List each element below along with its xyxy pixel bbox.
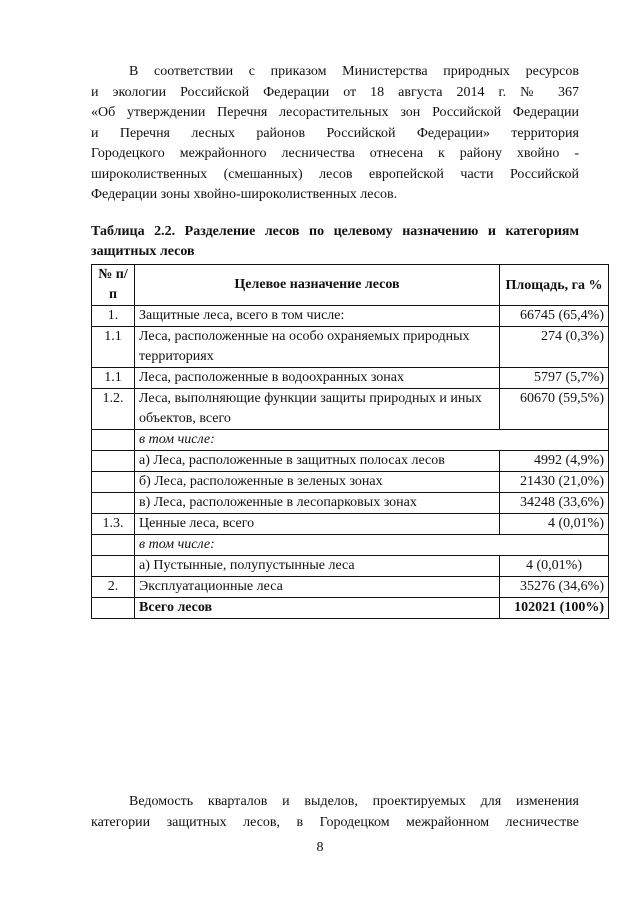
row-purpose: в) Леса, расположенные в лесопарковых зонах [135, 493, 500, 514]
header-num: № п/п [92, 265, 135, 306]
text-line: В соответствии с приказом Министерства природных ресурсов [129, 64, 579, 79]
row-purpose: а) Пустынные, полупустынные леса [135, 556, 500, 577]
row-num: 2. [92, 577, 135, 598]
text-line: Городецкого межрайонного лесничества отнесена к району хвойно - [91, 146, 579, 161]
text-line: Федерации зоны хвойно-широколиственных лесов. [91, 187, 398, 202]
row-purpose: Всего лесов [135, 598, 500, 619]
table-row [92, 556, 609, 577]
row-purpose: б) Леса, расположенные в зеленых зонах [135, 472, 500, 493]
row-area: 21430 (21,0%) [500, 472, 609, 493]
table-row [92, 535, 609, 556]
text-line: и Перечня лесных районов Российской Федерации» территория [91, 125, 579, 141]
forest-purpose-table [91, 264, 609, 619]
row-num: 1.3. [92, 514, 135, 535]
text-line: категории защитных лесов, в Городецком межрайонном лесничестве [91, 814, 579, 830]
row-area: 66745 (65,4%) [500, 306, 609, 327]
table-header-row [92, 265, 609, 306]
table-row [92, 577, 609, 598]
table-row [92, 514, 609, 535]
row-purpose: а) Леса, расположенные в защитных полосах лесов [135, 451, 500, 472]
row-purpose: Леса, расположенные в водоохранных зонах [135, 368, 500, 389]
text-line: Ведомость кварталов и выделов, проектируемых для изменения [129, 794, 579, 809]
row-purpose: Леса, выполняющие функции защиты природных и иных объектов, всего [135, 389, 500, 430]
row-purpose: Эксплуатационные леса [135, 577, 500, 598]
row-num [92, 451, 135, 472]
table-row [92, 327, 609, 368]
intro-paragraph [91, 62, 579, 206]
table-row [92, 493, 609, 514]
row-area: 4992 (4,9%) [500, 451, 609, 472]
row-area: 274 (0,3%) [500, 327, 609, 368]
text-line: широколиственных (смешанных) лесов европейской части Российской [91, 166, 579, 182]
table-row [92, 451, 609, 472]
row-num [92, 472, 135, 493]
row-area: 60670 (59,5%) [500, 389, 609, 430]
page-number: 8 [316, 840, 324, 855]
row-subheading: в том числе: [135, 535, 609, 556]
row-num: 1.1 [92, 327, 135, 368]
row-num: 1. [92, 306, 135, 327]
table-row [92, 389, 609, 430]
table-row [92, 368, 609, 389]
row-purpose: Защитные леса, всего в том числе: [135, 306, 500, 327]
row-num: 1.2. [92, 389, 135, 430]
row-num [92, 493, 135, 514]
row-area: 102021 (100%) [500, 598, 609, 619]
row-num [92, 598, 135, 619]
row-area: 4 (0,01%) [500, 556, 609, 577]
table-caption-line: Таблица 2.2. Разделение лесов по целевому назначению и категориям [91, 224, 579, 239]
row-num [92, 556, 135, 577]
row-area: 4 (0,01%) [500, 514, 609, 535]
row-area: 34248 (33,6%) [500, 493, 609, 514]
row-area: 35276 (34,6%) [500, 577, 609, 598]
row-subheading: в том числе: [135, 430, 609, 451]
table-caption-line: защитных лесов [91, 244, 195, 259]
row-num [92, 430, 135, 451]
row-num: 1.1 [92, 368, 135, 389]
table-row [92, 306, 609, 327]
text-line: «Об утверждении Перечня лесорастительных зон Российской Федерации [91, 105, 579, 120]
row-area: 5797 (5,7%) [500, 368, 609, 389]
row-purpose: Ценные леса, всего [135, 514, 500, 535]
outro-paragraph [91, 792, 579, 833]
table-row [92, 430, 609, 451]
table-caption [91, 222, 579, 262]
header-purpose: Целевое назначение лесов [135, 265, 500, 306]
table-total-row [92, 598, 609, 619]
table-row [92, 472, 609, 493]
text-line: и экологии Российской Федерации от 18 августа 2014 г. № 367 [91, 84, 579, 100]
row-purpose: Леса, расположенные на особо охраняемых природных территориях [135, 327, 500, 368]
row-num [92, 535, 135, 556]
header-area: Площадь, га % [500, 265, 609, 306]
